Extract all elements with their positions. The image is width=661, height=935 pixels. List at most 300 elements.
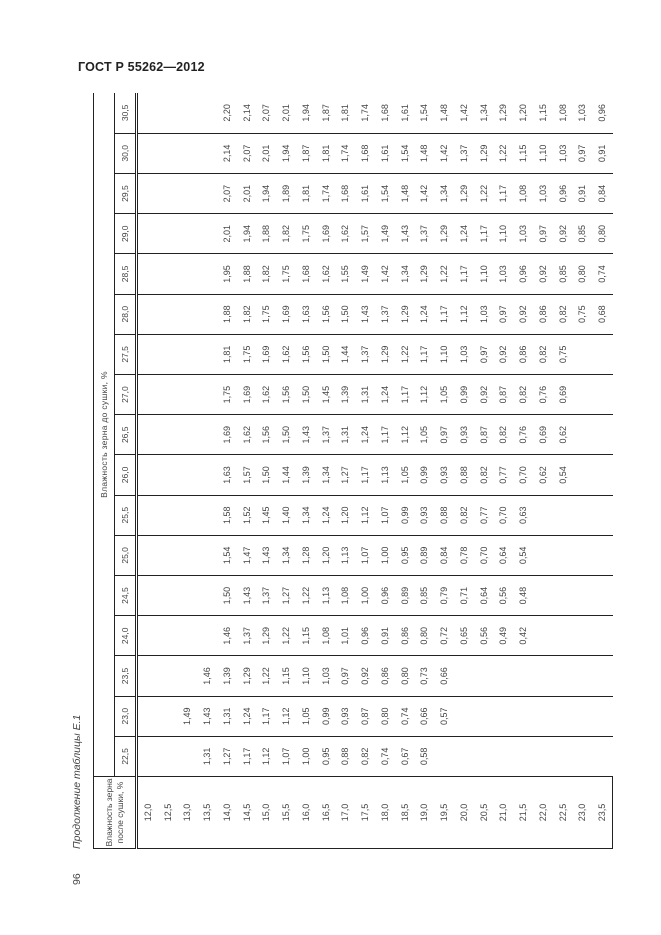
table-cell: 1,20 — [316, 535, 336, 575]
table-cell — [178, 415, 198, 455]
table-cell: 1,15 — [513, 133, 533, 173]
table-cell — [592, 455, 612, 495]
table-cell: 2,01 — [237, 173, 257, 213]
table-cell — [197, 133, 217, 173]
table-cell — [137, 696, 158, 736]
table-cell: 1,00 — [375, 535, 395, 575]
table-cell: 1,07 — [355, 535, 375, 575]
table-cell: 0,91 — [592, 133, 612, 173]
table-cell: 1,74 — [336, 133, 356, 173]
table-row — [237, 93, 257, 849]
table-cell: 1,00 — [355, 575, 375, 615]
column-header: 29,5 — [115, 173, 137, 213]
table-cell: 1,62 — [276, 334, 296, 374]
table-cell — [178, 133, 198, 173]
table-cell — [137, 575, 158, 615]
moisture-table — [93, 93, 613, 849]
table-row — [217, 93, 237, 849]
table-cell: 1,57 — [237, 455, 257, 495]
column-header: 28,0 — [115, 294, 137, 334]
table-cell: 0,87 — [494, 374, 514, 414]
table-cell — [573, 455, 593, 495]
table-cell — [137, 455, 158, 495]
column-header: 23,0 — [115, 696, 137, 736]
table-cell: 0,95 — [395, 535, 415, 575]
table-cell: 0,64 — [474, 575, 494, 615]
table-cell: 1,17 — [474, 214, 494, 254]
table-cell: 1,54 — [395, 133, 415, 173]
table-cell: 1,34 — [434, 173, 454, 213]
table-cell — [573, 334, 593, 374]
table-cell: 0,74 — [375, 736, 395, 776]
table-cell: 0,80 — [375, 696, 395, 736]
table-cell: 1,22 — [434, 254, 454, 294]
table-cell: 1,31 — [197, 736, 217, 776]
table-cell: 0,97 — [573, 133, 593, 173]
table-cell: 1,05 — [296, 696, 316, 736]
table-cell: 1,22 — [257, 656, 277, 696]
rotated-table-page — [71, 93, 613, 885]
table-cell: 0,58 — [415, 736, 435, 776]
table-cell — [474, 736, 494, 776]
row-label: 18,5 — [395, 777, 415, 849]
column-header: 25,5 — [115, 495, 137, 535]
table-cell: 1,81 — [217, 334, 237, 374]
table-cell: 1,17 — [355, 455, 375, 495]
table-cell: 0,89 — [415, 535, 435, 575]
table-cell — [434, 736, 454, 776]
table-cell — [592, 656, 612, 696]
table-cell: 0,74 — [395, 696, 415, 736]
table-cell: 1,49 — [375, 214, 395, 254]
table-cell: 1,49 — [355, 254, 375, 294]
table-cell: 0,85 — [553, 254, 573, 294]
table-cell: 0,99 — [316, 696, 336, 736]
table-cell: 1,37 — [375, 294, 395, 334]
table-cell — [592, 374, 612, 414]
table-cell — [178, 656, 198, 696]
table-cell: 1,27 — [217, 736, 237, 776]
page-number: 96 — [71, 873, 83, 885]
table-cell: 1,94 — [237, 214, 257, 254]
table-cell: 1,03 — [454, 334, 474, 374]
table-cell: 1,29 — [454, 173, 474, 213]
table-cell — [197, 334, 217, 374]
row-label: 20,5 — [474, 777, 494, 849]
table-cell — [178, 455, 198, 495]
table-cell: 1,69 — [217, 415, 237, 455]
table-cell — [178, 616, 198, 656]
table-cell: 1,69 — [316, 214, 336, 254]
table-cell: 1,03 — [474, 294, 494, 334]
table-cell: 1,07 — [276, 736, 296, 776]
table-cell: 1,58 — [217, 495, 237, 535]
table-cell — [573, 415, 593, 455]
table-cell: 0,80 — [415, 616, 435, 656]
table-cell: 1,82 — [237, 294, 257, 334]
table-cell — [197, 495, 217, 535]
table-cell — [592, 736, 612, 776]
table-cell: 1,24 — [237, 696, 257, 736]
table-cell — [197, 93, 217, 133]
table-cell: 1,12 — [454, 294, 474, 334]
table-cell: 1,75 — [237, 334, 257, 374]
table-cell: 1,22 — [395, 334, 415, 374]
table-cell: 0,88 — [336, 736, 356, 776]
table-body — [137, 93, 613, 849]
table-cell: 0,48 — [513, 575, 533, 615]
table-cell: 0,56 — [474, 616, 494, 656]
row-label: 17,0 — [336, 777, 356, 849]
table-cell: 2,01 — [276, 93, 296, 133]
table-cell: 1,17 — [415, 334, 435, 374]
table-cell: 0,92 — [533, 254, 553, 294]
table-cell: 1,37 — [316, 415, 336, 455]
table-cell: 1,94 — [257, 173, 277, 213]
table-cell: 1,10 — [474, 254, 494, 294]
table-cell: 1,12 — [355, 495, 375, 535]
table-cell: 1,28 — [296, 535, 316, 575]
table-cell — [573, 495, 593, 535]
table-cell: 1,07 — [375, 495, 395, 535]
table-cell: 1,63 — [296, 294, 316, 334]
table-cell: 1,45 — [257, 495, 277, 535]
table-cell: 1,61 — [395, 93, 415, 133]
table-cell — [553, 616, 573, 656]
table-cell: 1,27 — [336, 455, 356, 495]
table-cell: 0,78 — [454, 535, 474, 575]
table-cell: 0,54 — [553, 455, 573, 495]
table-cell — [197, 575, 217, 615]
table-cell — [533, 736, 553, 776]
table-cell: 0,95 — [316, 736, 336, 776]
row-label: 19,5 — [434, 777, 454, 849]
table-cell — [533, 696, 553, 736]
table-cell: 0,82 — [474, 455, 494, 495]
table-cell — [137, 214, 158, 254]
table-cell: 1,03 — [533, 173, 553, 213]
table-cell: 0,82 — [513, 374, 533, 414]
row-label: 19,0 — [415, 777, 435, 849]
table-cell: 1,15 — [533, 93, 553, 133]
table-cell: 0,93 — [415, 495, 435, 535]
table-cell — [573, 696, 593, 736]
table-cell: 0,69 — [553, 374, 573, 414]
table-cell — [197, 455, 217, 495]
table-cell: 1,37 — [237, 616, 257, 656]
table-cell — [137, 656, 158, 696]
table-cell: 0,76 — [513, 415, 533, 455]
table-cell — [158, 214, 178, 254]
table-cell: 1,27 — [276, 575, 296, 615]
table-cell: 1,20 — [336, 495, 356, 535]
table-cell — [197, 616, 217, 656]
table-cell: 1,69 — [276, 294, 296, 334]
column-header: 26,5 — [115, 415, 137, 455]
table-cell: 0,99 — [415, 455, 435, 495]
table-cell: 1,08 — [336, 575, 356, 615]
table-cell: 1,01 — [336, 616, 356, 656]
table-cell: 1,50 — [257, 455, 277, 495]
table-cell: 0,84 — [434, 535, 454, 575]
table-cell: 1,57 — [355, 214, 375, 254]
table-cell: 1,43 — [296, 415, 316, 455]
table-cell: 0,93 — [434, 455, 454, 495]
table-cell: 0,91 — [573, 173, 593, 213]
table-cell: 1,49 — [178, 696, 198, 736]
table-cell: 1,10 — [533, 133, 553, 173]
table-cell: 0,80 — [592, 214, 612, 254]
table-cell: 0,69 — [533, 415, 553, 455]
table-cell: 1,56 — [316, 294, 336, 334]
table-cell — [592, 616, 612, 656]
table-cell — [573, 535, 593, 575]
table-cell: 1,63 — [217, 455, 237, 495]
column-header: 27,5 — [115, 334, 137, 374]
table-cell: 1,95 — [217, 254, 237, 294]
table-cell: 1,94 — [276, 133, 296, 173]
table-cell: 1,68 — [375, 93, 395, 133]
table-cell: 1,37 — [257, 575, 277, 615]
table-cell — [494, 696, 514, 736]
table-cell: 0,64 — [494, 535, 514, 575]
table-row — [257, 93, 277, 849]
table-cell: 1,29 — [474, 133, 494, 173]
table-cell: 1,05 — [395, 455, 415, 495]
row-label: 15,0 — [257, 777, 277, 849]
table-cell — [533, 495, 553, 535]
table-cell: 0,93 — [454, 415, 474, 455]
table-cell: 0,80 — [573, 254, 593, 294]
table-cell — [494, 656, 514, 696]
table-cell: 1,56 — [296, 334, 316, 374]
table-cell: 1,81 — [316, 133, 336, 173]
table-cell: 1,43 — [257, 535, 277, 575]
table-cell — [197, 254, 217, 294]
row-label: 12,5 — [158, 777, 178, 849]
table-cell: 1,17 — [454, 254, 474, 294]
table-cell: 1,50 — [276, 415, 296, 455]
table-cell — [158, 736, 178, 776]
column-header: 29,0 — [115, 214, 137, 254]
table-cell: 0,57 — [434, 696, 454, 736]
table-cell: 2,01 — [257, 133, 277, 173]
table-cell — [553, 535, 573, 575]
column-header: 30,0 — [115, 133, 137, 173]
table-cell: 1,62 — [257, 374, 277, 414]
table-cell: 1,87 — [296, 133, 316, 173]
table-cell: 0,96 — [375, 575, 395, 615]
table-cell: 1,42 — [375, 254, 395, 294]
table-cell: 1,12 — [395, 415, 415, 455]
table-cell: 1,87 — [316, 93, 336, 133]
table-row — [296, 93, 316, 849]
table-cell: 1,45 — [316, 374, 336, 414]
table-cell — [533, 575, 553, 615]
table-cell: 1,43 — [237, 575, 257, 615]
table-cell: 0,82 — [533, 334, 553, 374]
table-cell — [197, 214, 217, 254]
table-row — [178, 93, 198, 849]
table-cell — [197, 535, 217, 575]
table-row — [494, 93, 514, 849]
table-cell: 1,34 — [316, 455, 336, 495]
table-cell: 1,61 — [375, 133, 395, 173]
table-cell — [553, 656, 573, 696]
row-label: 13,0 — [178, 777, 198, 849]
table-row — [553, 93, 573, 849]
table-cell — [533, 616, 553, 656]
table-cell: 1,24 — [355, 415, 375, 455]
table-cell: 1,17 — [395, 374, 415, 414]
table-cell: 2,07 — [217, 173, 237, 213]
table-cell: 1,29 — [395, 294, 415, 334]
row-label: 16,0 — [296, 777, 316, 849]
table-cell: 1,50 — [296, 374, 316, 414]
table-cell: 1,54 — [375, 173, 395, 213]
table-cell: 1,74 — [355, 93, 375, 133]
table-cell: 2,14 — [237, 93, 257, 133]
table-cell — [158, 254, 178, 294]
table-cell: 1,52 — [237, 495, 257, 535]
table-cell: 1,50 — [336, 294, 356, 334]
document-header: ГОСТ Р 55262—2012 — [78, 60, 205, 74]
table-cell: 1,62 — [316, 254, 336, 294]
table-cell: 1,54 — [415, 93, 435, 133]
row-label: 20,0 — [454, 777, 474, 849]
table-cell — [553, 696, 573, 736]
table-cell: 1,82 — [257, 254, 277, 294]
table-cell — [137, 173, 158, 213]
table-cell: 1,29 — [434, 214, 454, 254]
table-cell — [137, 254, 158, 294]
table-cell: 1,48 — [434, 93, 454, 133]
table-cell — [573, 374, 593, 414]
column-header: 24,5 — [115, 575, 137, 615]
table-cell: 1,20 — [513, 93, 533, 133]
table-cell: 1,24 — [316, 495, 336, 535]
table-cell: 1,68 — [296, 254, 316, 294]
table-cell: 1,62 — [237, 415, 257, 455]
table-cell — [178, 334, 198, 374]
table-cell: 0,62 — [553, 415, 573, 455]
table-cell: 0,75 — [553, 334, 573, 374]
table-cell: 1,10 — [434, 334, 454, 374]
table-cell: 0,65 — [454, 616, 474, 656]
table-cell — [158, 415, 178, 455]
table-row — [336, 93, 356, 849]
table-cell: 2,01 — [217, 214, 237, 254]
table-cell: 1,10 — [494, 214, 514, 254]
table-cell: 1,46 — [197, 656, 217, 696]
table-cell: 1,08 — [553, 93, 573, 133]
column-header-row — [115, 93, 137, 849]
table-cell: 0,97 — [336, 656, 356, 696]
row-label: 23,0 — [573, 777, 593, 849]
table-cell: 1,61 — [355, 173, 375, 213]
table-cell: 0,92 — [553, 214, 573, 254]
group-header-label: Влажность зерна до сушки, % — [94, 93, 115, 777]
table-cell: 0,88 — [434, 495, 454, 535]
table-row — [158, 93, 178, 849]
table-cell — [592, 575, 612, 615]
table-cell — [178, 254, 198, 294]
table-cell: 1,88 — [257, 214, 277, 254]
table-cell: 1,62 — [336, 214, 356, 254]
table-cell — [178, 294, 198, 334]
table-cell — [137, 535, 158, 575]
table-cell: 0,80 — [395, 656, 415, 696]
table-caption: Продолжение таблицы Е.1 — [71, 714, 83, 849]
table-cell — [454, 656, 474, 696]
table-cell: 1,12 — [276, 696, 296, 736]
table-cell — [137, 374, 158, 414]
table-cell: 2,14 — [217, 133, 237, 173]
row-label: 18,0 — [375, 777, 395, 849]
table-cell — [513, 736, 533, 776]
table-cell: 1,12 — [257, 736, 277, 776]
table-cell: 1,17 — [375, 415, 395, 455]
table-cell — [158, 455, 178, 495]
table-cell: 1,08 — [316, 616, 336, 656]
table-cell: 1,39 — [336, 374, 356, 414]
table-cell: 0,92 — [474, 374, 494, 414]
table-cell: 0,66 — [434, 656, 454, 696]
table-cell — [137, 736, 158, 776]
table-cell: 0,84 — [592, 173, 612, 213]
table-cell: 0,72 — [434, 616, 454, 656]
table-cell — [454, 736, 474, 776]
table-row — [375, 93, 395, 849]
table-row — [592, 93, 612, 849]
table-cell: 1,34 — [276, 535, 296, 575]
table-cell — [137, 133, 158, 173]
table-cell: 0,74 — [592, 254, 612, 294]
table-cell — [197, 374, 217, 414]
column-header: 25,0 — [115, 535, 137, 575]
table-cell: 0,99 — [395, 495, 415, 535]
row-label: 14,5 — [237, 777, 257, 849]
table-cell: 0,86 — [513, 334, 533, 374]
table-cell: 1,88 — [237, 254, 257, 294]
table-cell: 0,56 — [494, 575, 514, 615]
table-cell: 1,29 — [375, 334, 395, 374]
table-cell — [158, 575, 178, 615]
table-cell — [573, 736, 593, 776]
table-cell: 1,37 — [415, 214, 435, 254]
table-cell — [553, 736, 573, 776]
table-cell: 1,05 — [434, 374, 454, 414]
table-cell: 0,77 — [474, 495, 494, 535]
row-header-label: Влажность зерна после сушки, % — [94, 777, 137, 849]
table-cell: 0,92 — [494, 334, 514, 374]
row-label: 22,5 — [553, 777, 573, 849]
table-cell: 1,29 — [237, 656, 257, 696]
table-cell: 0,71 — [454, 575, 474, 615]
table-cell: 0,87 — [474, 415, 494, 455]
table-cell: 1,50 — [316, 334, 336, 374]
table-cell: 1,82 — [276, 214, 296, 254]
table-cell: 1,24 — [375, 374, 395, 414]
table-cell: 0,86 — [375, 656, 395, 696]
table-cell: 1,75 — [257, 294, 277, 334]
table-cell: 0,54 — [513, 535, 533, 575]
column-header: 28,5 — [115, 254, 137, 294]
row-label: 16,5 — [316, 777, 336, 849]
table-cell: 1,68 — [355, 133, 375, 173]
table-cell: 1,48 — [415, 133, 435, 173]
table-cell: 0,97 — [434, 415, 454, 455]
